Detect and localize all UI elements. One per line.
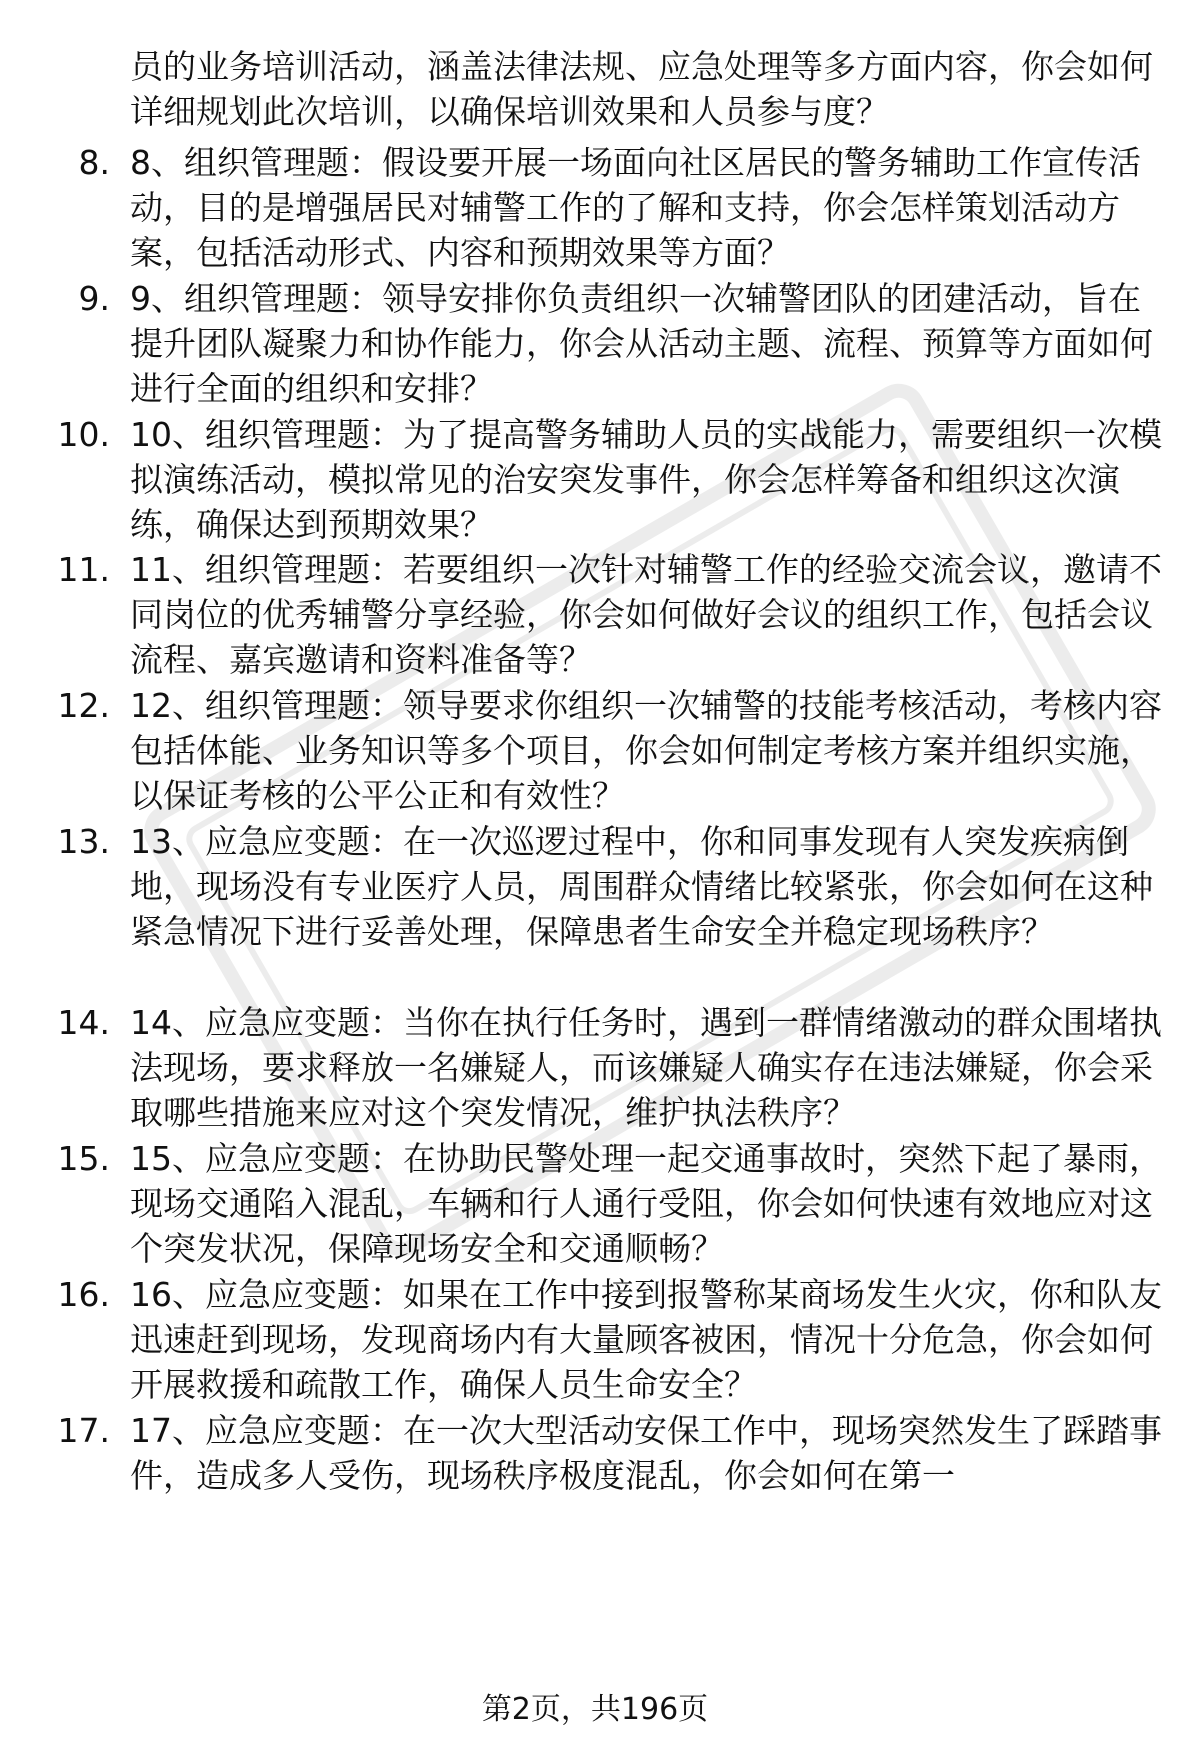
continued-question-text: 员的业务培训活动，涵盖法律法规、应急处理等多方面内容，你会如何详细规划此次培训，以确保培训效果和人员参与度？	[130, 47, 1153, 131]
question-number: 14.	[57, 1003, 110, 1042]
question-text: 15、应急应变题：在协助民警处理一起交通事故时，突然下起了暴雨，现场交通陷入混乱，车辆和行人通行受阻，你会如何快速有效地应对这个突发状况，保障现场安全和交通顺畅？	[130, 1139, 1162, 1268]
question-number: 12.	[57, 686, 110, 725]
question-number: 9.	[78, 279, 110, 318]
question-text: 10、组织管理题：为了提高警务辅助人员的实战能力，需要组织一次模拟演练活动，模拟常见的治安突发事件，你会怎样筹备和组织这次演练，确保达到预期效果？	[130, 415, 1162, 544]
question-text: 8、组织管理题：假设要开展一场面向社区居民的警务辅助工作宣传活动，目的是增强居民对辅警工作的了解和支持，你会怎样策划活动方案，包括活动形式、内容和预期效果等方面？	[130, 143, 1141, 272]
question-number: 13.	[57, 822, 110, 861]
question-number: 15.	[57, 1139, 110, 1178]
question-text: 9、组织管理题：领导安排你负责组织一次辅警团队的团建活动，旨在提升团队凝聚力和协作能力，你会从活动主题、流程、预算等方面如何进行全面的组织和安排？	[130, 279, 1153, 408]
question-text: 12、组织管理题：领导要求你组织一次辅警的技能考核活动，考核内容包括体能、业务知识等多个项目，你会如何制定考核方案并组织实施，以保证考核的公平公正和有效性？	[130, 686, 1162, 815]
question-number: 11.	[57, 550, 110, 589]
question-number: 10.	[57, 415, 110, 454]
question-number: 8.	[78, 143, 110, 182]
question-number: 17.	[57, 1411, 110, 1450]
question-text: 14、应急应变题：当你在执行任务时，遇到一群情绪激动的群众围堵执法现场，要求释放一名嫌疑人，而该嫌疑人确实存在违法嫌疑，你会采取哪些措施来应对这个突发情况，维护执法秩序？	[130, 1003, 1162, 1132]
question-text: 17、应急应变题：在一次大型活动安保工作中，现场突然发生了踩踏事件，造成多人受伤，现场秩序极度混乱，你会如何在第一	[130, 1411, 1162, 1495]
question-text: 16、应急应变题：如果在工作中接到报警称某商场发生火灾，你和队友迅速赶到现场，发现商场内有大量顾客被困，情况十分危急，你会如何开展救援和疏散工作，确保人员生命安全？	[130, 1275, 1162, 1404]
question-number: 16.	[57, 1275, 110, 1314]
page-footer: 第2页，共196页	[481, 1692, 709, 1727]
question-text: 13、应急应变题：在一次巡逻过程中，你和同事发现有人突发疾病倒地，现场没有专业医疗人员，周围群众情绪比较紧张，你会如何在这种紧急情况下进行妥善处理，保障患者生命安全并稳定现场秩序？	[130, 822, 1153, 951]
question-text: 11、组织管理题：若要组织一次针对辅警工作的经验交流会议，邀请不同岗位的优秀辅警分享经验，你会如何做好会议的组织工作，包括会议流程、嘉宾邀请和资料准备等？	[130, 550, 1162, 679]
